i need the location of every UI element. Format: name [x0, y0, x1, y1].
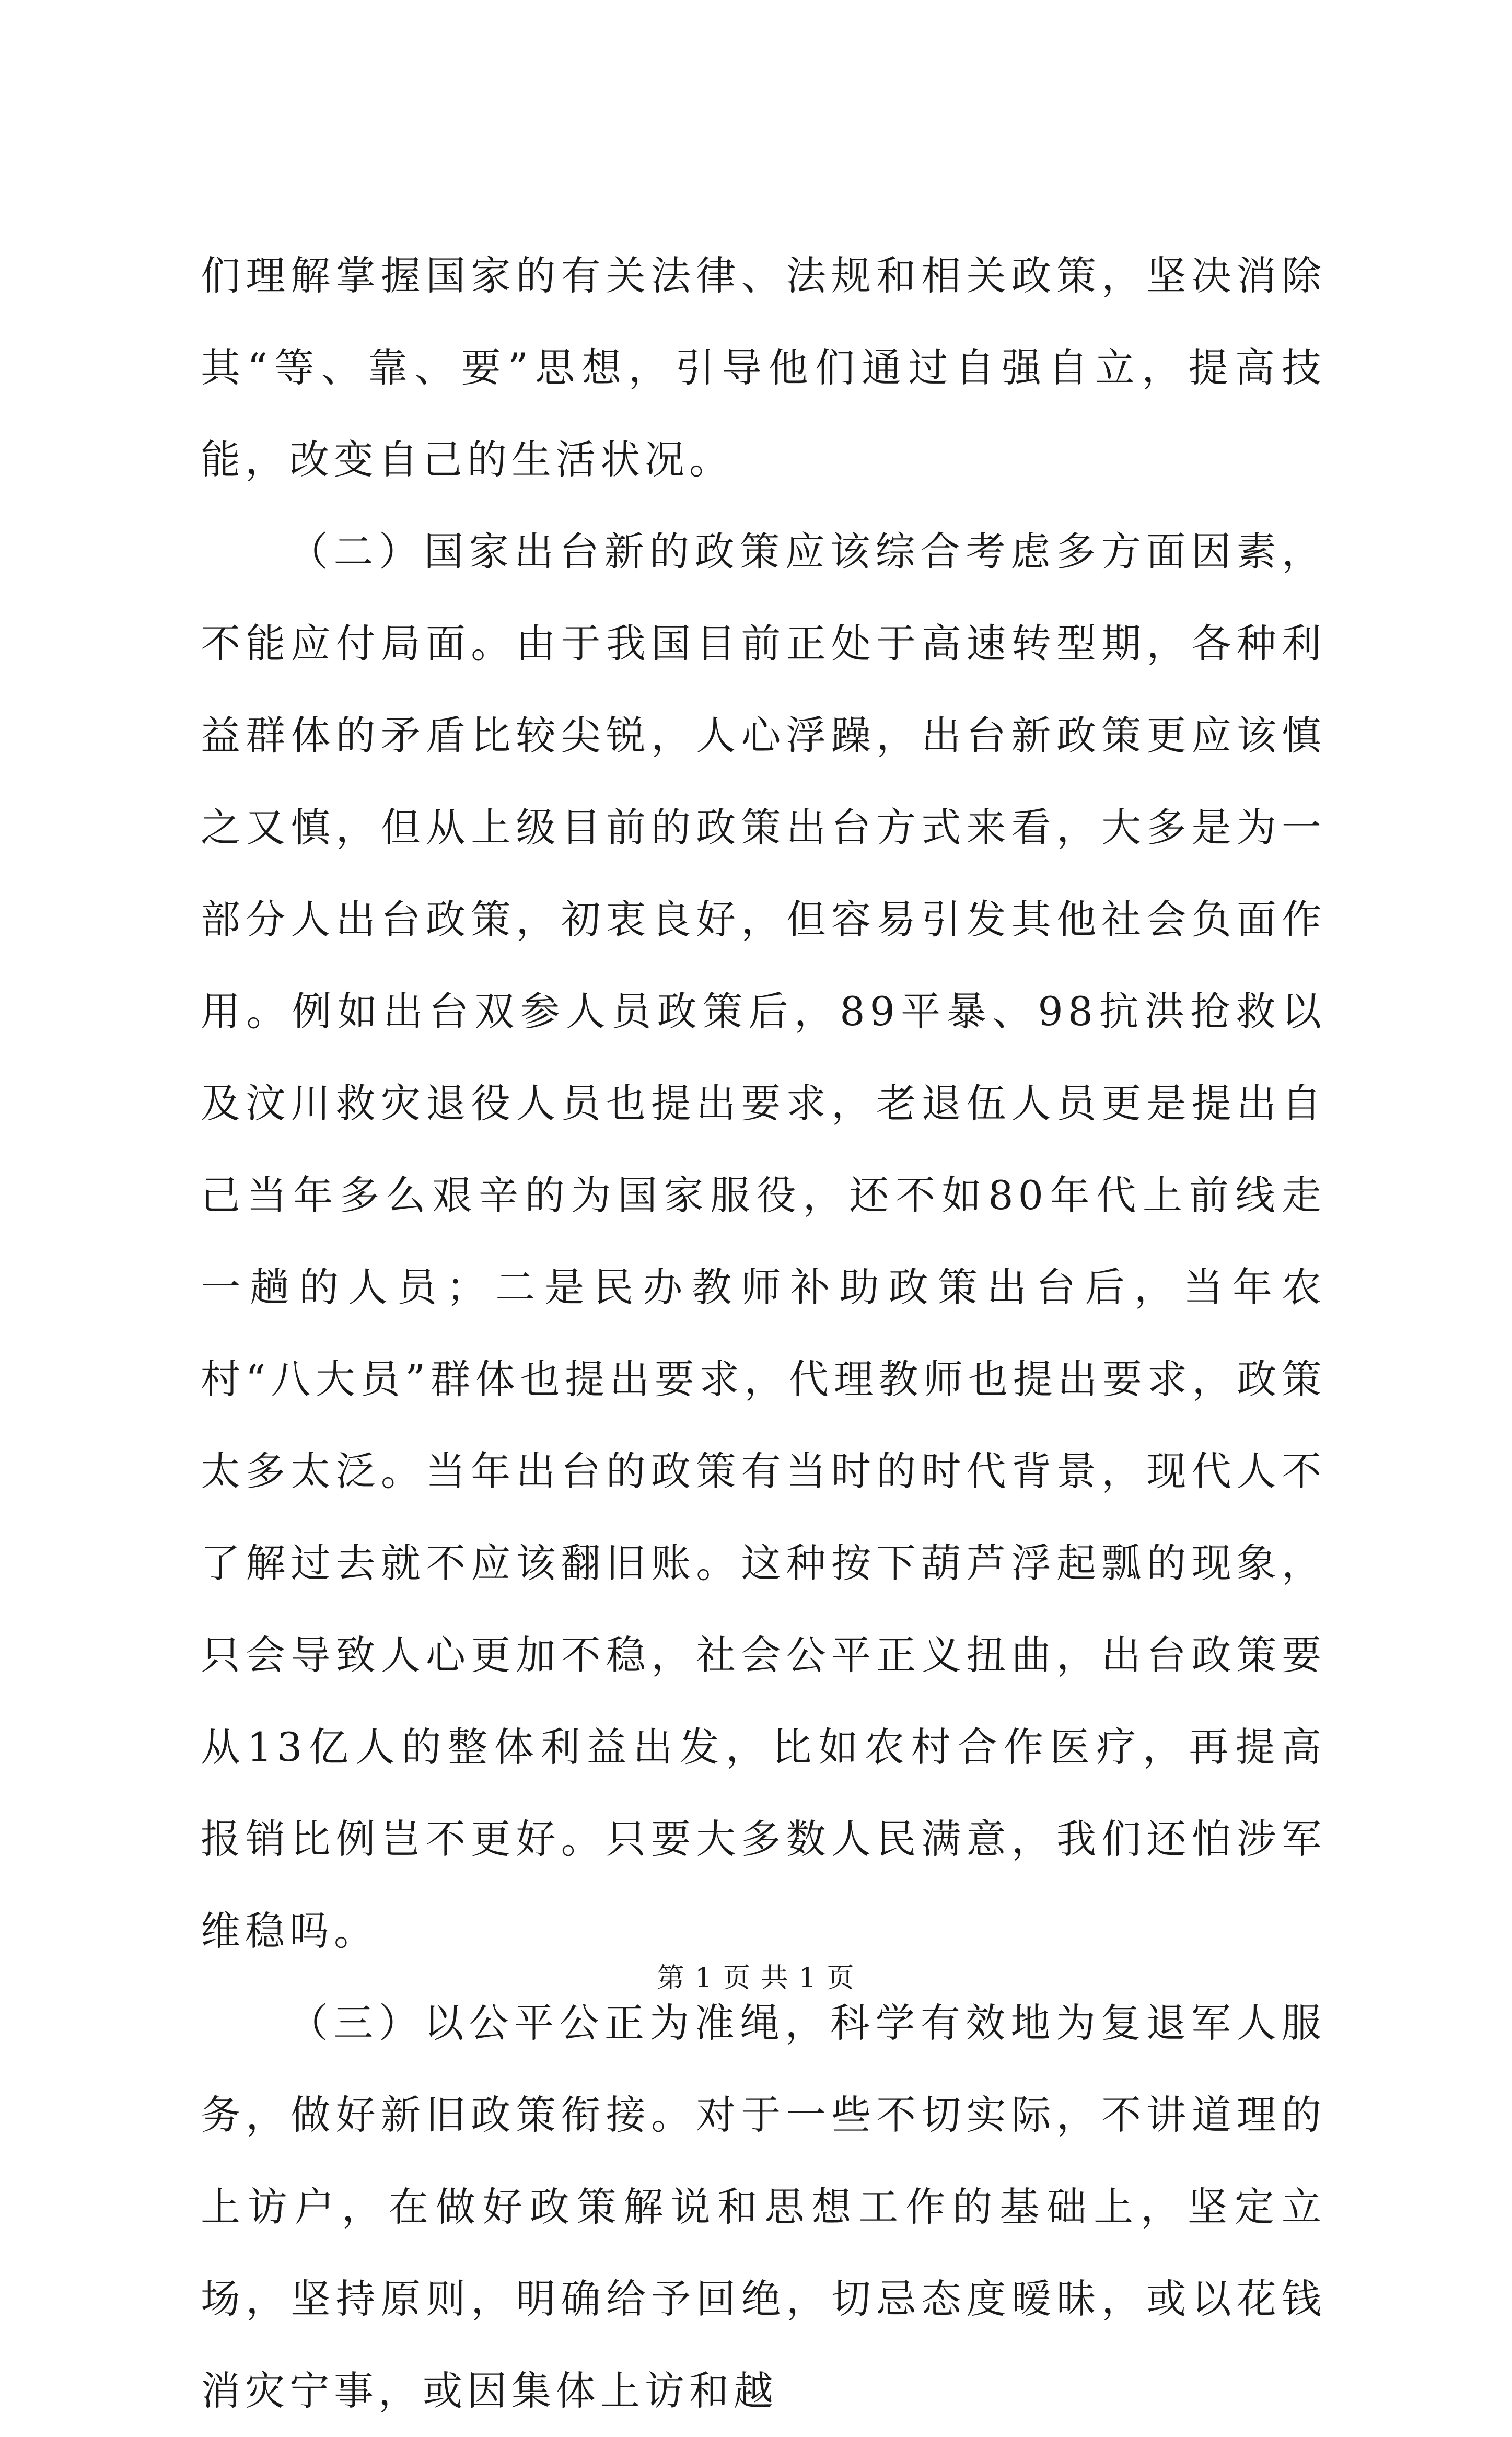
paragraph-section-3: （三）以公平公正为准绳，科学有效地为复退军人服务，做好新旧政策衔接。对于一些不切实际，不讲道理的上访户，在做好政策解说和思想工作的基础上，坚定立场，坚持原则，明确给予回绝，切忌态度暧昧，或以花钱消灾宁事，或因集体上访和越: [201, 2000, 1326, 2414]
paragraph-section-2: （二）国家出台新的政策应该综合考虑多方面因素，不能应付局面。由于我国目前正处于高速转型期，各种利益群体的矛盾比较尖锐，人心浮躁，出台新政策更应该慎之又慎，但从上级目前的政策出台方式来看，大多是为一部分人出台政策，初衷良好，但容易引发其他社会负面作用。例如出台双参人员政策后，89平暴、98抗洪抢救以及汶川救灾退役人员也提出要求，老退伍人员更是提出自己当年多么艰辛的为国家服役，还不如80年代上前线走一趟的人员；二是民办教师补助政策出台后，当年农村“八大员”群体也提出要求，代理教师也提出要求，政策太多太泛。当年出台的政策有当时的时代背景，现代人不了解过去就不应该翻旧账。这种按下葫芦浮起瓢的现象，只会导致人心更加不稳，社会公平正义扭曲，出台政策要从13亿人的整体利益出发，比如农村合作医疗，再提高报销比例岂不更好。只要大多数人民满意，我们还怕涉军维稳吗。: [201, 528, 1326, 1954]
page-footer: 第 1 页 共 1 页: [657, 1963, 855, 1994]
paragraph-continuation: 们理解掌握国家的有关法律、法规和相关政策，坚决消除其“等、靠、要”思想，引导他们通过自强自立，提高技能，改变自己的生活状况。: [201, 252, 1326, 483]
document-body: [201, 230, 1326, 2437]
